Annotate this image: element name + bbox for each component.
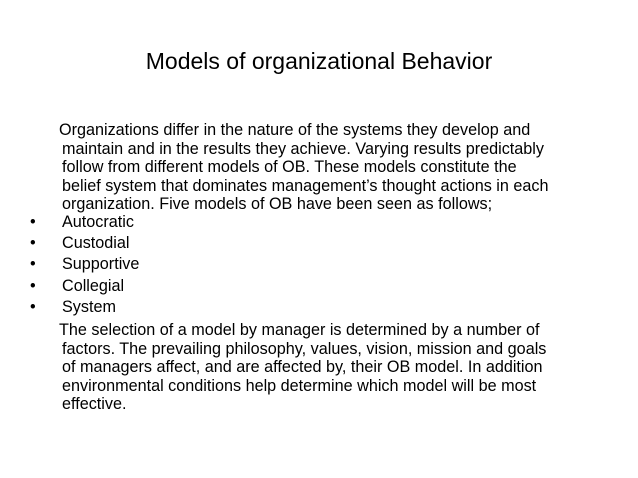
closing-line: factors. The prevailing philosophy, values, vision, mission and goals (62, 339, 547, 358)
closing-paragraph (59, 321, 610, 414)
bullet-label: Autocratic (62, 213, 134, 231)
bullet-label: Supportive (62, 255, 140, 274)
bullet-label: Collegial (62, 276, 125, 295)
bullet-icon: • (30, 276, 36, 295)
bullet-label: System (62, 297, 116, 316)
closing-line: The selection of a model by manager is determined by a number of (59, 321, 540, 339)
intro-line: follow from different models of OB. These models constitute the (62, 158, 517, 176)
bullet-label: Custodial (62, 234, 130, 253)
bullet-icon: • (30, 297, 36, 316)
bullet-icon: • (30, 234, 36, 253)
closing-line: of managers affect, and are affected by, their OB model. In addition (62, 358, 543, 376)
intro-line: maintain and in the results they achieve. Varying results predictably (62, 139, 544, 158)
closing-line: environmental conditions help determine which model will be most (62, 376, 537, 395)
closing-line: effective. (62, 395, 127, 413)
intro-line: Organizations differ in the nature of the systems they develop and (59, 121, 531, 139)
intro-line: belief system that dominates management’s thought actions in each (62, 176, 549, 195)
slide-title: Models of organizational Behavior (145, 48, 493, 74)
bullet-icon: • (30, 213, 36, 231)
intro-line: organization. Five models of OB have been seen as follows; (62, 195, 493, 213)
intro-paragraph (59, 121, 610, 214)
bullet-icon: • (30, 255, 36, 274)
